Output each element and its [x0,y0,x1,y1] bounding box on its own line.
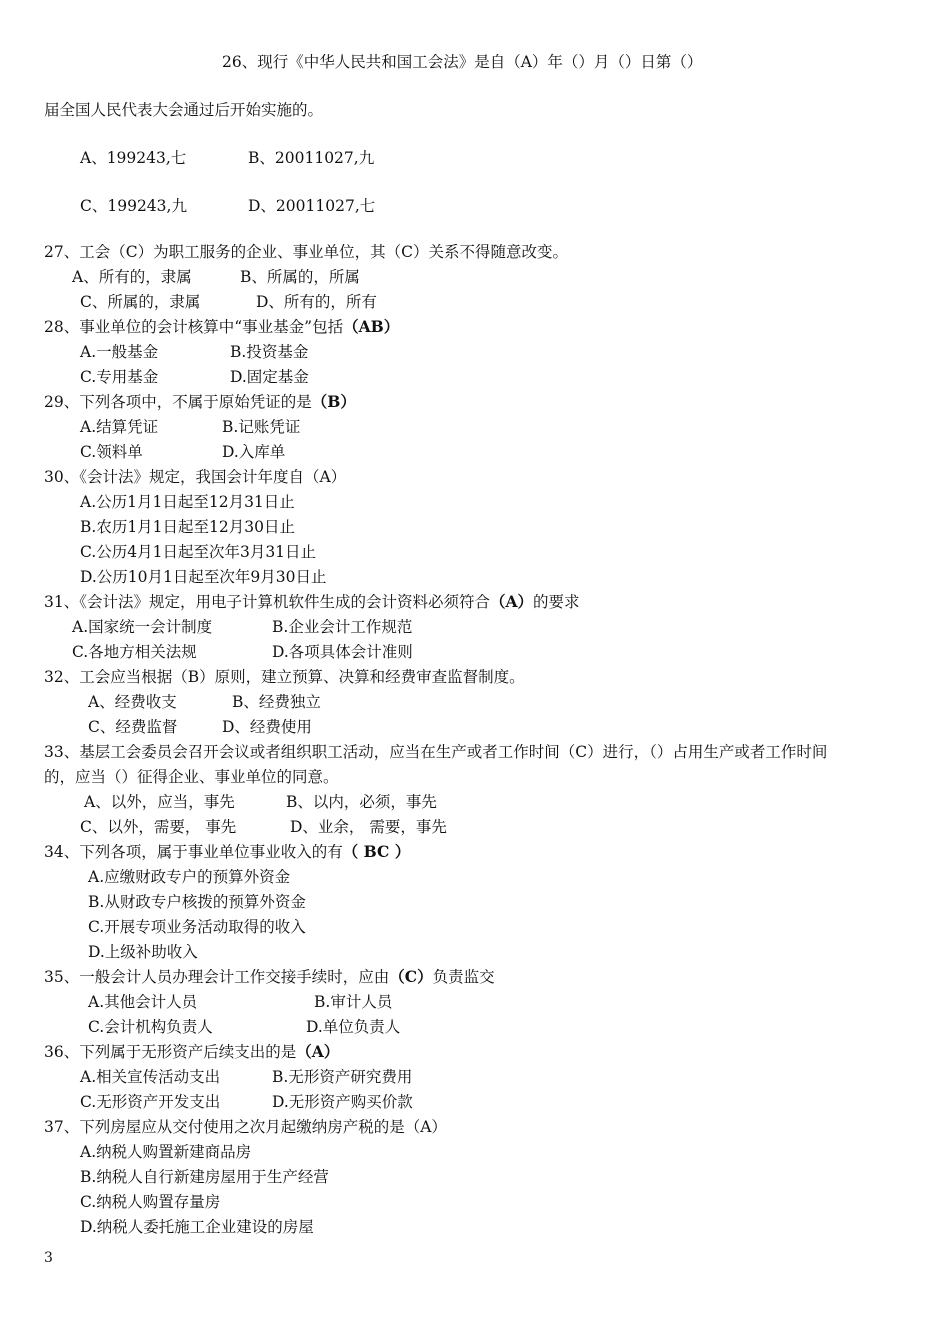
q35-stem [44,967,495,987]
q31-stem-text: 31、《会计法》规定，用电子计算机软件生成的会计资料必须符合 [44,593,490,611]
q29-option-c: C.领料单 [80,443,143,461]
q27-option-d: D、所有的，所有 [256,293,377,311]
q31-stem-tail: 的要求 [533,593,580,611]
q33-option-a: A、以外，应当，事先 [84,793,235,811]
q29-stem-text: 29、下列各项中，不属于原始凭证的是 [44,393,312,411]
q35-stem-text: 35、一般会计人员办理会计工作交接手续时，应由 [44,968,390,986]
q36-answer: （A） [296,1042,340,1061]
q26-option-c: C、199243,九 [80,197,187,215]
q31-option-d: D.各项具体会计准则 [272,643,413,661]
q36-stem-text: 36、下列属于无形资产后续支出的是 [44,1043,297,1061]
q35-option-a: A.其他会计人员 [88,993,198,1011]
q37-option-d: D.纳税人委托施工企业建设的房屋 [80,1218,314,1236]
q30-option-a: A.公历1月1日起至12月31日止 [80,493,295,511]
q35-option-b: B.审计人员 [314,993,393,1011]
q36-option-a: A.相关宣传活动支出 [80,1068,221,1086]
q36-option-b: B.无形资产研究费用 [272,1068,413,1086]
q29-option-b: B.记账凭证 [222,418,301,436]
q33-option-d: D、业余， 需要，事先 [290,818,447,836]
q32-option-b: B、经费独立 [232,693,321,711]
q30-stem: 30、《会计法》规定，我国会计年度自（A） [44,468,347,486]
q30-option-c: C.公历4月1日起至次年3月31日止 [80,543,317,561]
q37-stem: 37、下列房屋应从交付使用之次月起缴纳房产税的是（A） [44,1118,447,1136]
q34-option-b: B.从财政专户核拨的预算外资金 [88,893,306,911]
q33-option-b: B、以内，必须，事先 [286,793,437,811]
q28-stem-text: 28、事业单位的会计核算中“事业基金”包括 [44,318,344,336]
q28-option-c: C.专用基金 [80,368,159,386]
q34-option-a: A.应缴财政专户的预算外资金 [88,868,291,886]
q26-option-d: D、20011027,七 [248,197,376,215]
q26-stem-line2: 届全国人民代表大会通过后开始实施的。 [44,101,324,119]
q36-option-d: D.无形资产购买价款 [272,1093,413,1111]
q32-stem: 32、工会应当根据（B）原则，建立预算、决算和经费审查监督制度。 [44,668,525,686]
q33-option-c: C、以外，需要， 事先 [80,818,237,836]
q34-option-d: D.上级补助收入 [88,943,198,961]
q28-option-b: B.投资基金 [230,343,309,361]
q28-answer: （AB） [343,317,400,336]
q29-option-d: D.入库单 [222,443,286,461]
q35-option-d: D.单位负责人 [306,1018,401,1036]
q29-option-a: A.结算凭证 [80,418,159,436]
q34-stem [44,842,410,862]
q35-answer: （C） [389,967,433,986]
q37-option-b: B.纳税人自行新建房屋用于生产经营 [80,1168,329,1186]
q27-option-b: B、所属的，所属 [240,268,360,286]
q27-option-a: A、所有的，隶属 [72,268,192,286]
q30-option-b: B.农历1月1日起至12月30日止 [80,518,295,536]
q28-option-d: D.固定基金 [230,368,309,386]
q33-stem-line1: 33、基层工会委员会召开会议或者组织职工活动，应当在生产或者工作时间（C）进行，（）占用生产或者工作时间 [44,743,828,761]
q36-stem [44,1042,339,1062]
q37-option-c: C.纳税人购置存量房 [80,1193,221,1211]
q33-stem-line2: 的，应当（）征得企业、事业单位的同意。 [44,768,339,786]
q31-option-c: C.各地方相关法规 [72,643,197,661]
q34-answer: （ BC ） [342,842,411,861]
q26-option-a: A、199243,七 [80,149,187,167]
q32-option-d: D、经费使用 [222,718,312,736]
q26-option-b: B、20011027,九 [248,149,375,167]
page-number: 3 [44,1250,53,1266]
q34-stem-text: 34、下列各项，属于事业单位事业收入的有 [44,843,343,861]
q32-option-c: C、经费监督 [88,718,178,736]
q31-answer: （A） [489,592,534,611]
q37-option-a: A.纳税人购置新建商品房 [80,1143,252,1161]
q27-option-c: C、所属的，隶属 [80,293,201,311]
q28-stem [44,317,399,337]
q32-option-a: A、经费收支 [88,693,177,711]
q36-option-c: C.无形资产开发支出 [80,1093,221,1111]
q30-option-d: D.公历10月1日起至次年9月30日止 [80,568,327,586]
q35-stem-tail: 负责监交 [432,968,495,986]
q29-answer: （B） [311,392,356,411]
q29-stem [44,392,356,412]
q31-option-a: A.国家统一会计制度 [72,618,213,636]
q27-stem: 27、工会（C）为职工服务的企业、事业单位，其（C）关系不得随意改变。 [44,243,568,261]
q31-stem [44,592,580,612]
q31-option-b: B.企业会计工作规范 [272,618,413,636]
q28-option-a: A.一般基金 [80,343,159,361]
q34-option-c: C.开展专项业务活动取得的收入 [88,918,306,936]
q26-stem-line1: 26、现行《中华人民共和国工会法》是自（A）年（）月（）日第（） [222,53,703,71]
q35-option-c: C.会计机构负责人 [88,1018,213,1036]
